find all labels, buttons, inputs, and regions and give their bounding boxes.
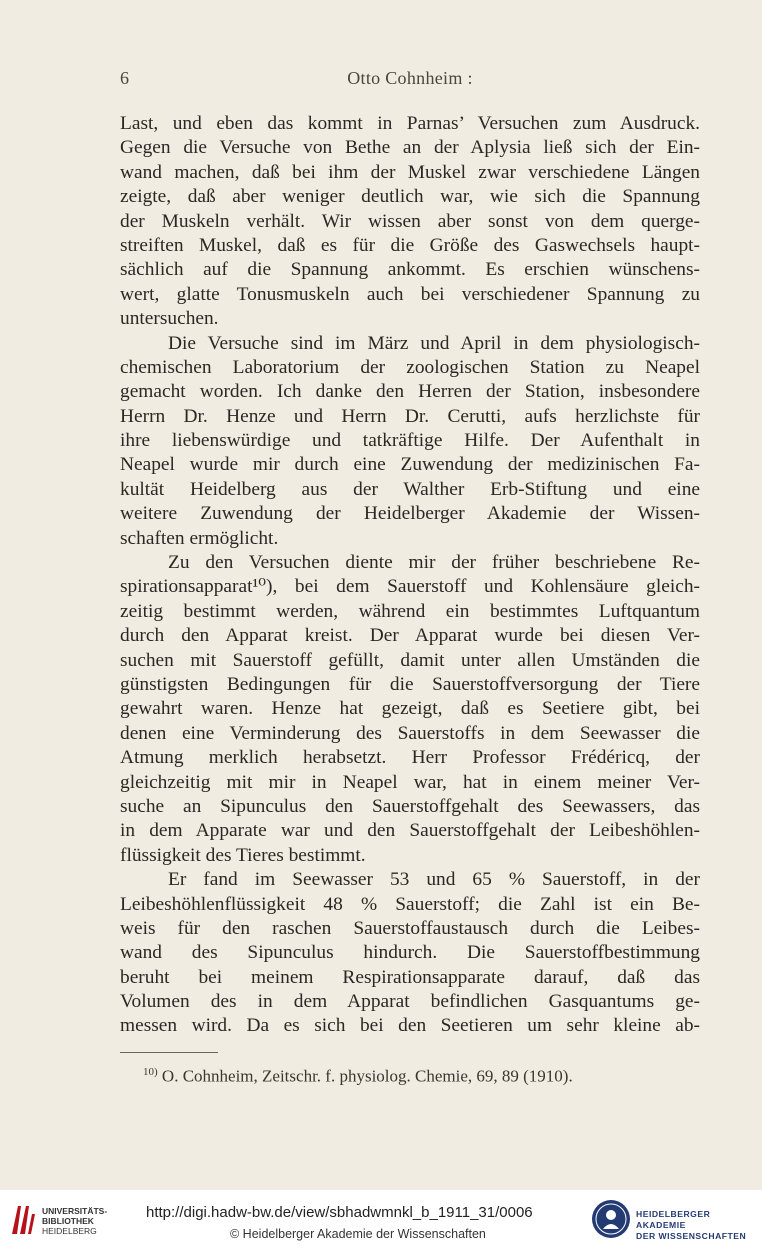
text-line: kultät Heidelberg aus der Walther Erb-Stiftung und eine — [120, 478, 700, 500]
text-line: spirationsapparat¹⁰), bei dem Sauerstoff und Kohlensäure gleich- — [120, 576, 700, 598]
text-line: Neapel wurde mir durch eine Zuwendung der medizinischen Fa- — [120, 454, 700, 476]
text-line: gemacht worden. Ich danke den Herren der Station, insbesondere — [120, 381, 700, 403]
library-line-3: HEIDELBERG — [42, 1226, 97, 1236]
text-line: weis für den raschen Sauerstoffaustausch durch die Leibes- — [120, 917, 700, 939]
text-line: Er fand im Seewasser 53 und 65 % Sauerstoff, in der — [168, 869, 700, 891]
running-title: Otto Cohnheim : — [347, 68, 473, 88]
page-header — [120, 68, 700, 94]
text-line: messen wird. Da es sich bei den Seetieren um sehr kleine ab- — [120, 1015, 700, 1037]
digitization-bar — [0, 1190, 762, 1248]
text-line: chemischen Laboratorium der zoologischen Station zu Neapel — [120, 356, 700, 378]
text-line: Herrn Dr. Henze und Herrn Dr. Cerutti, aufs herzlichste für — [120, 405, 700, 427]
text-line: Atmung merklich herabsetzt. Herr Professor Frédéricq, der — [120, 747, 700, 769]
text-line: flüssigkeit des Tieres bestimmt. — [120, 844, 366, 866]
text-line: Leibeshöhlenflüssigkeit 48 % Sauerstoff; die Zahl ist ein Be- — [120, 893, 700, 915]
text-line: wert, glatte Tonusmuskeln auch bei verschiedener Spannung zu — [120, 283, 700, 305]
text-line: Gegen die Versuche von Bethe an der Aplysia ließ sich der Ein- — [120, 137, 700, 159]
text-line: wand des Sipunculus hindurch. Die Sauerstoffbestimmung — [120, 942, 700, 964]
academy-seal-icon — [591, 1199, 631, 1239]
text-line: ihre liebenswürdige und tatkräftige Hilfe. Der Aufenthalt in — [120, 430, 700, 452]
footnote-text: O. Cohnheim, Zeitschr. f. physiolog. Chemie, 69, 89 (1910). — [161, 1066, 573, 1086]
text-line: Last, und eben das kommt in Parnas’ Versuchen zum Ausdruck. — [120, 113, 700, 134]
text-line: günstigsten Bedingungen für die Sauerstoffversorgung der Tiere — [120, 673, 700, 695]
text-line: gewahrt waren. Henze hat gezeigt, daß es Seetiere gibt, bei — [120, 698, 700, 720]
university-library-logo-icon — [8, 1202, 38, 1238]
academy-line-1: HEIDELBERGER AKADEMIE — [636, 1209, 711, 1230]
footnote — [143, 1066, 573, 1087]
text-line: wand machen, daß bei ihm der Muskel zwar verschiedene Längen — [120, 161, 700, 183]
page-number: 6 — [120, 68, 129, 88]
text-line: denen eine Verminderung des Sauerstoffs in dem Seewasser die — [120, 722, 700, 744]
university-library-name — [42, 1206, 107, 1236]
text-line: suche an Sipunculus den Sauerstoffgehalt des Seewassers, das — [120, 795, 700, 817]
text-line: untersuchen. — [120, 308, 219, 330]
text-line: zeitig bestimmt werden, während ein bestimmtes Luftquantum — [120, 600, 700, 622]
library-line-2: BIBLIOTHEK — [42, 1216, 94, 1226]
text-line: sächlich auf die Spannung ankommt. Es erschien wünschens- — [120, 259, 700, 281]
text-line: der Muskeln verhält. Wir wissen aber sonst von dem querge- — [120, 210, 700, 232]
academy-line-2: DER WISSENSCHAFTEN — [636, 1231, 747, 1241]
body-text — [120, 112, 700, 1039]
text-line: streiften Muskel, daß es für die Größe des Gaswechsels haupt- — [120, 234, 700, 256]
text-line: durch den Apparat kreist. Der Apparat wurde bei diesen Ver- — [120, 625, 700, 647]
text-line: in dem Apparate war und den Sauerstoffgehalt der Leibeshöhlen- — [120, 820, 700, 842]
text-line: gleichzeitig mit mir in Neapel war, hat in einem meiner Ver- — [120, 771, 700, 793]
text-line: weitere Zuwendung der Heidelberger Akademie der Wissen- — [120, 503, 700, 525]
text-line: Die Versuche sind im März und April in dem physiologisch- — [168, 332, 700, 354]
text-line: zeigte, daß aber weniger deutlich war, wie sich die Spannung — [120, 186, 700, 208]
text-line: Zu den Versuchen diente mir der früher beschriebene Re- — [168, 552, 700, 574]
text-line: Volumen des in dem Apparat befindlichen Gasquantums ge- — [120, 991, 700, 1013]
library-line-1: UNIVERSITÄTS- — [42, 1206, 108, 1216]
text-line: schaften ermöglicht. — [120, 527, 279, 549]
footnote-marker: 10) — [143, 1066, 158, 1078]
copyright-notice: © Heidelberger Akademie der Wissenschaften — [230, 1227, 486, 1241]
academy-name — [636, 1209, 762, 1242]
footnote-rule — [120, 1052, 218, 1053]
text-line: beruht bei meinem Respirationsapparate darauf, daß das — [120, 966, 700, 988]
permalink-url[interactable]: http://digi.hadw-bw.de/view/sbhadwmnkl_b_1911_31/0006 — [146, 1204, 533, 1221]
text-line: suchen mit Sauerstoff gefüllt, damit unter allen Umständen die — [120, 649, 700, 671]
